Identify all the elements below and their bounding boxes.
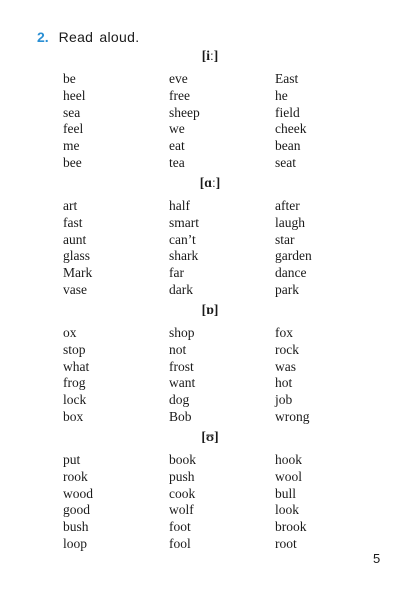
word: tea — [169, 154, 185, 170]
word: East — [275, 71, 299, 86]
word: rook — [63, 468, 88, 484]
word: root — [275, 535, 297, 551]
word: job — [275, 392, 293, 408]
phoneme-heading: [ɒ] — [201, 302, 219, 317]
word: Mark — [63, 265, 93, 281]
word: we — [169, 121, 185, 137]
word: fast — [63, 214, 83, 230]
word: what — [63, 358, 90, 374]
word-column — [169, 325, 195, 426]
word: bean — [275, 138, 301, 154]
task-title: Read aloud. — [58, 29, 140, 45]
word-grid — [0, 325, 416, 425]
word-column — [63, 198, 92, 299]
word-column — [169, 71, 200, 172]
word: put — [63, 452, 81, 467]
word: brook — [275, 519, 307, 535]
word: dance — [275, 265, 307, 281]
word: he — [275, 87, 288, 103]
word-column — [63, 452, 93, 553]
word: was — [275, 358, 296, 374]
phoneme-heading: [ɑː] — [199, 175, 221, 190]
word-column — [63, 71, 86, 172]
word: wood — [63, 485, 93, 501]
word: aunt — [63, 231, 87, 247]
word: laugh — [275, 214, 305, 230]
word: heel — [63, 87, 86, 103]
word: foot — [169, 519, 191, 535]
word-grid — [0, 71, 416, 171]
word: frog — [63, 375, 86, 391]
word: eve — [169, 71, 188, 86]
word: garden — [275, 248, 312, 264]
word: free — [169, 87, 190, 103]
section-long-ee — [0, 47, 416, 171]
word: vase — [63, 281, 87, 297]
word: field — [275, 104, 300, 120]
word-column — [275, 71, 306, 172]
word: stop — [63, 341, 86, 357]
page-number: 5 — [373, 551, 381, 566]
word: bull — [275, 485, 297, 501]
word: look — [275, 502, 300, 518]
word-column — [169, 452, 196, 553]
word: box — [63, 408, 84, 424]
word: frost — [169, 358, 194, 374]
section-long-ah — [0, 174, 416, 298]
word: sea — [63, 104, 81, 120]
word: wool — [275, 468, 302, 484]
word: seat — [275, 154, 296, 170]
word: want — [169, 375, 196, 391]
word: glass — [63, 248, 90, 264]
word: art — [63, 198, 78, 213]
section-short-o — [0, 301, 416, 425]
phoneme-heading: [iː] — [201, 48, 219, 63]
word: fool — [169, 535, 191, 551]
word-column — [169, 198, 199, 299]
word: feel — [63, 121, 84, 137]
word: park — [275, 281, 299, 297]
word: me — [63, 138, 80, 154]
word: sheep — [169, 104, 200, 120]
word: bee — [63, 154, 82, 170]
word: half — [169, 198, 190, 213]
task-number: 2. — [37, 29, 49, 45]
word: good — [63, 502, 90, 518]
word: push — [169, 468, 195, 484]
word: shark — [169, 248, 199, 264]
word: loop — [63, 535, 88, 551]
word: Bob — [169, 408, 192, 424]
word: be — [63, 71, 76, 86]
word-grid — [0, 198, 416, 298]
task-header — [37, 28, 139, 46]
word: lock — [63, 392, 87, 408]
word-column — [63, 325, 89, 426]
phoneme-heading: [ʊ] — [201, 429, 219, 444]
word: dog — [169, 392, 190, 408]
word: not — [169, 341, 187, 357]
word-column — [275, 452, 307, 553]
word: rock — [275, 341, 299, 357]
word: can’t — [169, 231, 196, 247]
word-column — [275, 325, 310, 426]
section-short-u — [0, 428, 416, 552]
word-grid — [0, 452, 416, 552]
word: fox — [275, 325, 293, 340]
word: shop — [169, 325, 195, 340]
word: cheek — [275, 121, 307, 137]
word: dark — [169, 281, 193, 297]
word: ox — [63, 325, 77, 340]
word: eat — [169, 138, 185, 154]
word: far — [169, 265, 184, 281]
word: bush — [63, 519, 89, 535]
word: book — [169, 452, 196, 467]
word-column — [275, 198, 312, 299]
word: cook — [169, 485, 196, 501]
word: star — [275, 231, 295, 247]
word: wolf — [169, 502, 194, 518]
word: hot — [275, 375, 293, 391]
word: hook — [275, 452, 302, 467]
word: after — [275, 198, 300, 213]
word: smart — [169, 214, 199, 230]
word: wrong — [275, 408, 310, 424]
